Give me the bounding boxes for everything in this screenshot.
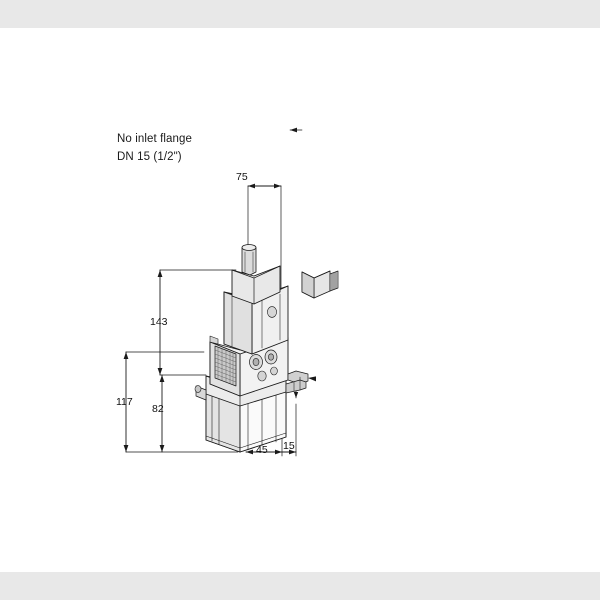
dimension-label-45: 45 (256, 444, 268, 456)
dimension-label-143: 143 (150, 316, 168, 328)
annotation-dn-size: DN 15 (1/2") (117, 151, 182, 163)
valve-top-stem (242, 245, 256, 276)
annotation-no-inlet-flange: No inlet flange (117, 133, 193, 145)
dimension-label-75: 75 (236, 171, 248, 183)
valve-solenoid-housing (224, 266, 288, 354)
dimension-label-82: 82 (152, 403, 164, 415)
leader-line-note (290, 128, 302, 133)
dimension-label-117: 117 (116, 396, 133, 408)
valve-mounting-lug (195, 386, 206, 400)
valve-lower-nipple (286, 380, 306, 393)
dimension-label-15: 15 (283, 440, 295, 452)
valve-electrical-connector (302, 271, 338, 298)
